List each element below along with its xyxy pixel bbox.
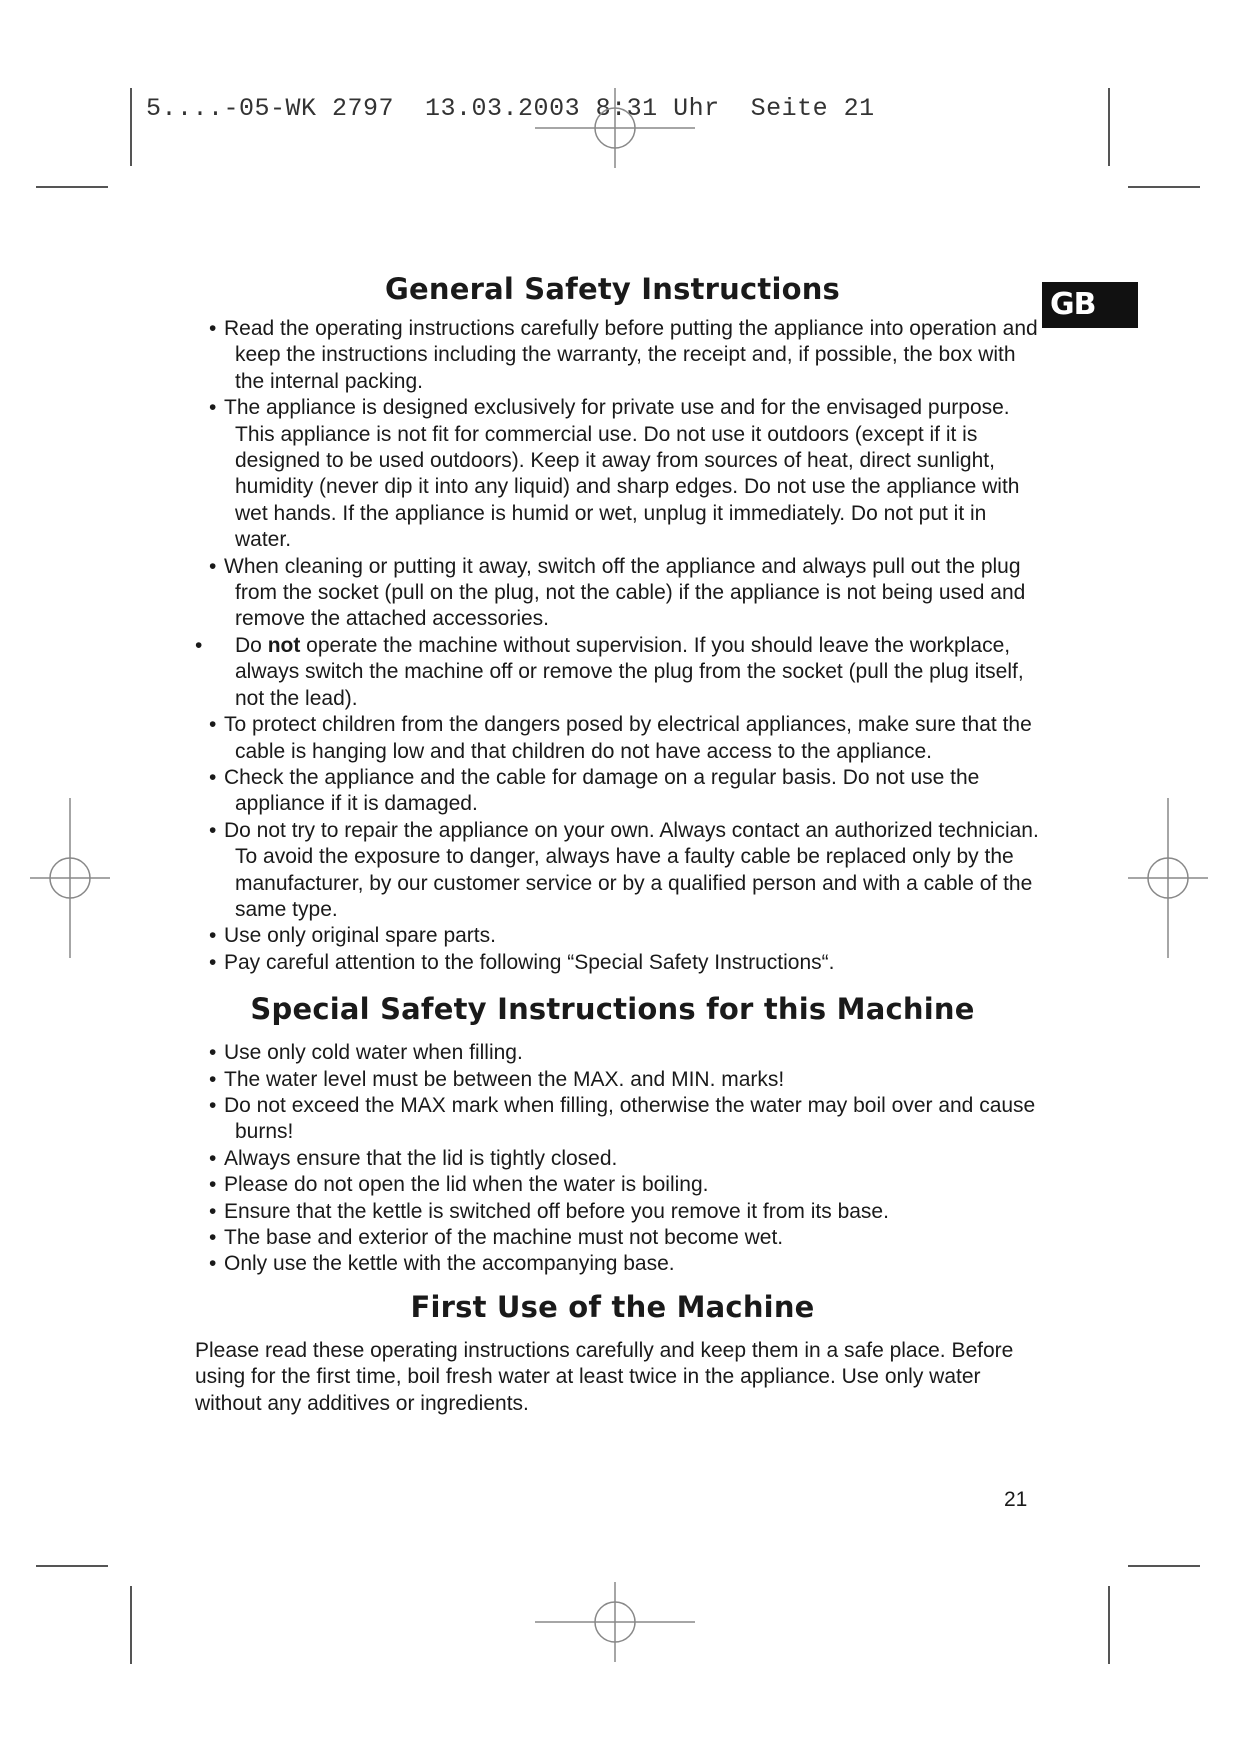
list-item: • Do not try to repair the appliance on your own. Always contact an authorized technician. To avoid the exposure to danger, always have a faulty cable be replaced only by the manufacturer, by our customer service or by a qualified person and with a cable of the same type. xyxy=(195,818,1045,924)
crop-mark xyxy=(130,1586,132,1664)
language-tab: GB xyxy=(1042,282,1138,328)
crop-mark xyxy=(130,88,132,166)
list-item: • Please do not open the lid when the water is boiling. xyxy=(195,1172,1045,1198)
list-item: • When cleaning or putting it away, switch off the appliance and always pull out the plug from the socket (pull on the plug, not the cable) if the appliance is not being used and remove the attached accessories. xyxy=(195,554,1045,633)
crop-mark xyxy=(36,1565,108,1567)
list-item xyxy=(195,633,1045,712)
list-item: • Always ensure that the lid is tightly closed. xyxy=(195,1146,1045,1172)
list-item: • Pay careful attention to the following “Special Safety Instructions“. xyxy=(195,950,1045,976)
special-safety-list xyxy=(195,1040,1045,1278)
list-item: • Do not exceed the MAX mark when filling, otherwise the water may boil over and cause burns! xyxy=(195,1093,1045,1146)
crop-mark xyxy=(1128,1565,1200,1567)
section-title-general: General Safety Instructions xyxy=(384,272,841,306)
crop-mark xyxy=(1128,186,1200,188)
list-item: • The water level must be between the MAX. and MIN. marks! xyxy=(195,1067,1045,1093)
registration-mark-icon xyxy=(1128,798,1208,958)
registration-mark-icon xyxy=(30,798,110,958)
list-item: • Ensure that the kettle is switched off before you remove it from its base. xyxy=(195,1199,1045,1225)
list-item: • Read the operating instructions carefully before putting the appliance into operation and keep the instructions including the warranty, the receipt and, if possible, the box with the internal packing. xyxy=(195,316,1045,395)
crop-mark xyxy=(1108,1586,1110,1664)
list-item: • Check the appliance and the cable for damage on a regular basis. Do not use the appliance if it is damaged. xyxy=(195,765,1045,818)
printer-slug: 5....-05-WK 2797 13.03.2003 8:31 Uhr Seite 21 xyxy=(146,94,875,123)
crop-mark xyxy=(1108,88,1110,166)
registration-mark-icon xyxy=(535,1582,695,1662)
list-item: • Use only cold water when filling. xyxy=(195,1040,1045,1066)
item-emphasis: not xyxy=(267,633,301,657)
section-title-special: Special Safety Instructions for this Machine xyxy=(250,992,975,1027)
list-item: • Only use the kettle with the accompanying base. xyxy=(195,1251,1045,1277)
section-title-first-use: First Use of the Machine xyxy=(410,1289,815,1324)
item-text-suffix: operate the machine without supervision. If you should leave the workplace, always switch the machine off or remove the plug from the socket (pull the plug itself, not the lead). xyxy=(235,633,1024,710)
first-use-paragraph: Please read these operating instructions carefully and keep them in a safe place. Before using for the first time, boil fresh water at least twice in the appliance. Use only water without any additives or ingredients. xyxy=(195,1338,1014,1415)
list-item: • Use only original spare parts. xyxy=(195,923,1045,949)
crop-mark xyxy=(36,186,108,188)
list-item: • The appliance is designed exclusively for private use and for the envisaged purpose. This appliance is not fit for commercial use. Do not use it outdoors (except if it is designed to be used outdoors). Keep it away from sources of heat, direct sunlight, humidity (never dip it into any liquid) and sharp edges. Do not use the appliance with wet hands. If the appliance is humid or wet, unplug it immediately. Do not put it in water. xyxy=(195,395,1045,553)
general-safety-list xyxy=(195,316,1045,976)
page-content xyxy=(195,272,1045,1438)
page-number: 21 xyxy=(1004,1488,1028,1511)
registration-mark-icon xyxy=(535,88,695,168)
list-item: • To protect children from the dangers posed by electrical appliances, make sure that the cable is hanging low and that children do not have access to the appliance. xyxy=(195,712,1045,765)
item-text-prefix: Do xyxy=(235,633,268,657)
list-item: • The base and exterior of the machine must not become wet. xyxy=(195,1225,1045,1251)
